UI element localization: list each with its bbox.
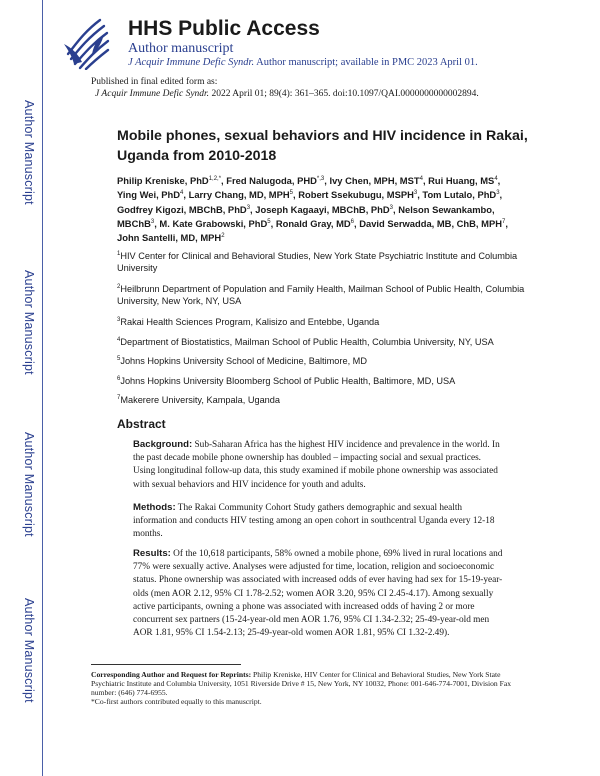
- sidebar-label: Author Manuscript: [22, 269, 36, 375]
- affiliation: $^2$Heilbrunn Department of Population and Family Health, Mailman School of Public Health, Columbia University, New York, NY, USA: [117, 284, 525, 307]
- affiliation: $^6$Johns Hopkins University Bloomberg School of Public Health, Baltimore, MD, USA: [117, 376, 456, 387]
- citation-text: 2022 April 01; 89(4): 361–365. doi:10.1097/QAI.0000000000002894.: [209, 89, 479, 99]
- author: David Serwadda, MB, ChB, MPH$^7$,: [359, 218, 508, 230]
- affiliation: $^5$Johns Hopkins University School of Medicine, Baltimore, MD: [117, 356, 367, 367]
- author: Larry Chang, MD, MPH$^5$,: [188, 189, 299, 201]
- corresponding-author-footnote: Corresponding Author and Request for Reprints: Philip Kreniske, HIV Center for Clinical and Behavioral Studies, New York State Psychiatric Institute and Columbia University, 1051 Riverside Drive # 15, New York, NY 10032, Phone: 001-646-774-7001, Division Fax number: (646) 774-6955.: [91, 670, 512, 698]
- author: Joseph Kagaayi, MBChB, PhD$^3$,: [255, 203, 399, 215]
- author: Nelson Sewankambo, MBChB$^3$,: [117, 203, 495, 230]
- author: Fred Nalugoda, $PHD^{*,3}$,: [226, 175, 330, 187]
- journal-name: J Acquir Immune Defic Syndr.: [128, 57, 255, 68]
- sidebar-divider: [42, 0, 43, 776]
- author: Robert Ssekubugu, MSPH$^3$,: [298, 189, 423, 201]
- affiliation: $^7$Makerere University, Kampala, Uganda: [117, 395, 281, 406]
- author: Ronald Gray, $MD^6$,: [275, 218, 360, 230]
- availability-text: Author manuscript; available in PMC 2023 April 01.: [254, 57, 478, 68]
- author: Ying Wei, PhD$^4$,: [117, 189, 189, 201]
- hhs-eagle-logo-icon: [62, 14, 112, 70]
- author-manuscript-label: Author manuscript: [128, 41, 234, 56]
- article-title: Mobile phones, sexual behaviors and HIV incidence in Rakai, Uganda from 2010-2018: [117, 128, 528, 164]
- sidebar-label: Author Manuscript: [22, 597, 36, 703]
- footnote-divider: [91, 664, 241, 665]
- hhs-title: HHS Public Access: [128, 17, 320, 40]
- sidebar-label: Author Manuscript: [22, 99, 36, 205]
- affiliation: $^3$Rakai Health Sciences Program, Kalisizo and Entebbe, Uganda: [117, 317, 380, 328]
- sidebar-label: Author Manuscript: [22, 431, 36, 537]
- author: Ivy Chen, MPH, MST$^4$,: [329, 175, 429, 187]
- abstract-heading: Abstract: [117, 417, 166, 431]
- author: John Santelli, MD, MPH$^2$: [117, 232, 225, 244]
- published-label: Published in final edited form as:: [91, 77, 218, 87]
- abstract-background: Background: Sub-Saharan Africa has the highest HIV incidence and prevalence in the world. In the past decade mobile phone ownership has doubled – impacting social and sexual practices. Using longitudinal follow-up data, this study examined if mobile phone ownership was associated with sexual behaviors and HIV incidence for youth and adults.: [133, 439, 500, 490]
- author: Tom Lutalo, PhD$^3$,: [422, 189, 503, 201]
- published-journal: J Acquir Immune Defic Syndr.: [95, 89, 210, 99]
- abstract-methods: Methods: The Rakai Community Cohort Study gathers demographic and sexual health information and conducts HIV testing among an open cohort in southcentral Uganda every 12-18 months.: [133, 502, 495, 540]
- affiliation: $^1$HIV Center for Clinical and Behavioral Studies, New York State Psychiatric Institute and Columbia University: [117, 251, 518, 274]
- author: M. Kate Grabowski, PhD$^5$,: [159, 218, 276, 230]
- published-citation: [95, 89, 479, 99]
- author: Rui Huang, $MS^4$,: [428, 175, 501, 187]
- author-manuscript-sidebar: [0, 0, 42, 776]
- author-list: [117, 173, 512, 245]
- abstract-results: Results: Of the 10,618 participants, 58% owned a mobile phone, 69% lived in rural locations and 77% were sexually active. Analyses were adjusted for time, location, religion and socioeconomic status. Phone ownership was associated with increased odds of ever having had sex for 15-19-year-olds (men AOR 2.12, 95% CI 1.78-2.52; women AOR 3.20, 95% CI 2.45-4.17). Among sexually active participants, owning a phone was associated with increased odds of having 2 or more concurrent sex partners (15-24-year-old men AOR 1.76, 95% CI 1.34-2.32; 25-49-year-old men AOR 1.81, 95% CI 1.54-2.13; 25-49-year-old women AOR 1.81, 95% CI 1.32-2.49).: [133, 548, 503, 639]
- author: Godfrey Kigozi, MBChB, PhD$^3$,: [117, 203, 256, 215]
- cofirst-footnote: *Co-first authors contributed equally to this manuscript.: [91, 697, 262, 706]
- affiliation: $^4$Department of Biostatistics, Mailman School of Public Health, Columbia University, NY, USA: [117, 337, 494, 348]
- author: Philip Kreniske, PhD$^{1,2,*}$,: [117, 175, 227, 187]
- journal-availability: [128, 57, 478, 68]
